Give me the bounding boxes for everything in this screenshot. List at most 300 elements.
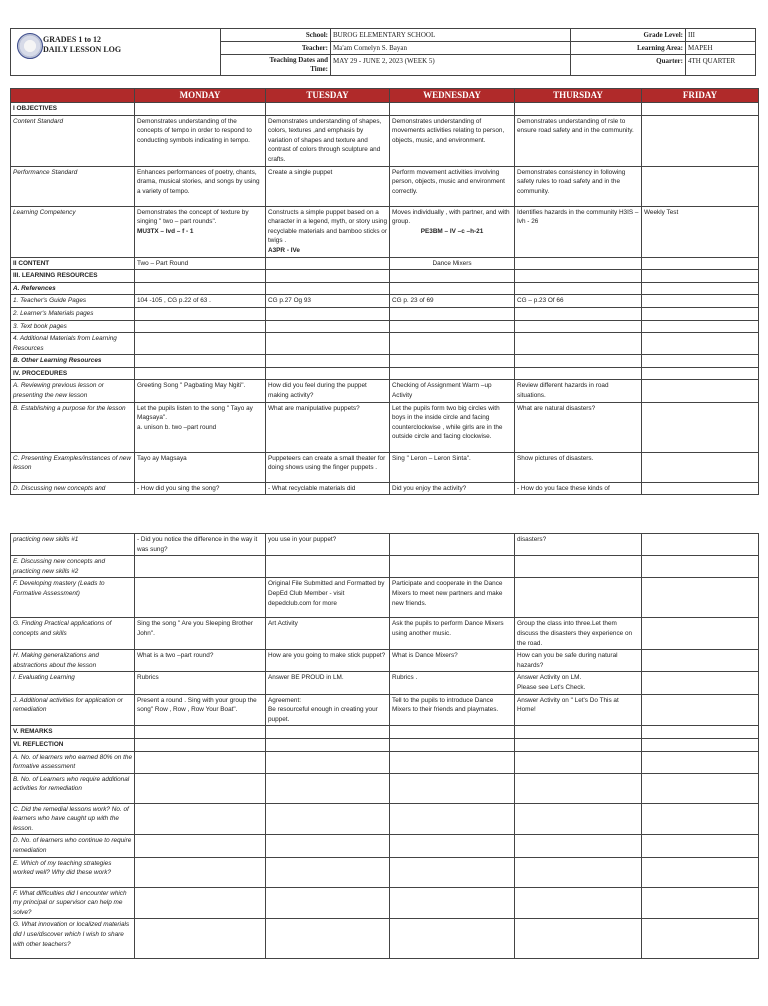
row-label: 1. Teacher's Guide Pages xyxy=(11,295,135,308)
row-label: II CONTENT xyxy=(11,257,135,270)
day-cell xyxy=(390,835,515,857)
day-cell xyxy=(390,751,515,773)
day-cell xyxy=(266,320,390,333)
day-cell xyxy=(135,166,266,206)
cell-text: Show pictures of disasters. xyxy=(517,454,594,462)
day-cell xyxy=(515,307,642,320)
day-cell xyxy=(515,355,642,368)
day-cell xyxy=(266,919,390,959)
cell-text: Moves individually , with partner, and with group. xyxy=(392,208,510,226)
day-cell xyxy=(515,295,642,308)
table-row xyxy=(11,726,759,739)
learning-area-label: Learning Area: xyxy=(571,42,686,55)
day-cell xyxy=(642,773,759,803)
day-cell xyxy=(135,738,266,751)
competency-code: PE3BM – IV –c –h-21 xyxy=(420,227,484,235)
day-cell xyxy=(266,257,390,270)
day-cell xyxy=(390,919,515,959)
cell-text: disasters? xyxy=(517,536,547,543)
day-cell xyxy=(390,166,515,206)
cell-text: 104 -105 , CG p.22 of 63 . xyxy=(137,297,211,305)
day-cell xyxy=(515,857,642,887)
day-cell xyxy=(642,402,759,452)
teacher-value: Ma'am Cornelyn S. Bayan xyxy=(331,42,571,55)
day-cell xyxy=(135,402,266,452)
lesson-log-header xyxy=(10,28,755,76)
day-cell xyxy=(390,257,515,270)
day-cell xyxy=(390,402,515,452)
day-cell xyxy=(390,320,515,333)
day-cell xyxy=(642,307,759,320)
table-row xyxy=(11,270,759,283)
day-cell xyxy=(642,618,759,650)
cell-text: Tell to the pupils to introduce Dance Mixers to their friends and playmates. xyxy=(392,696,499,714)
day-cell xyxy=(642,803,759,835)
day-cell xyxy=(642,367,759,380)
cell-text: Original File Submitted and Formatted by DepEd Club Member - visit depedclub.com for more xyxy=(268,580,385,607)
day-cell xyxy=(515,115,642,166)
day-cell xyxy=(390,115,515,166)
row-label: 4. Additional Materials from Learning Resources xyxy=(11,333,135,355)
day-cell xyxy=(390,482,515,495)
day-cell xyxy=(515,282,642,295)
day-cell xyxy=(390,282,515,295)
day-cell xyxy=(135,887,266,919)
row-label: C. Did the remedial lessons work? No. of learners who have caught up with the lesson. xyxy=(11,803,135,835)
day-cell xyxy=(515,773,642,803)
cell-text: Art Activity xyxy=(268,620,298,628)
day-cell xyxy=(266,380,390,402)
cell-text: What is a two –part round? xyxy=(137,652,214,660)
table-row xyxy=(11,482,759,495)
quarter-value: 4TH QUARTER xyxy=(686,55,756,76)
day-cell xyxy=(642,672,759,694)
table-row xyxy=(11,166,759,206)
day-cell xyxy=(135,206,266,257)
cell-text: Perform movement activities involving person, objects, music and environment correctly. xyxy=(392,168,505,195)
cell-text: CG p.27 Og 93 xyxy=(268,297,311,305)
day-cell xyxy=(390,452,515,482)
day-cell xyxy=(515,534,642,556)
day-cell xyxy=(642,166,759,206)
day-cell xyxy=(135,367,266,380)
cell-text: How can you be safe during natural hazards? xyxy=(517,652,618,669)
day-cell xyxy=(135,618,266,650)
day-cell xyxy=(515,803,642,835)
day-cell xyxy=(515,452,642,482)
cell-text: Demonstrates understanding of rsle to ensure road safety and in the community. xyxy=(517,117,634,135)
day-cell xyxy=(266,534,390,556)
day-cell xyxy=(642,835,759,857)
cell-text: Two – Part Round xyxy=(137,259,189,267)
day-cell xyxy=(266,166,390,206)
day-cell xyxy=(515,835,642,857)
table-row xyxy=(11,452,759,482)
day-cell xyxy=(642,738,759,751)
cell-text: What is Dance Mixers? xyxy=(392,652,458,660)
day-cell xyxy=(642,694,759,726)
table-row xyxy=(11,650,759,672)
competency-code: MU3TX – Ivd – f - 1 xyxy=(137,227,194,235)
day-cell xyxy=(266,751,390,773)
cell-text: Let the pupils listen to the song " Tayo ay Magsaya". a. unison b. two –part round xyxy=(137,404,253,431)
row-label: B. No. of Learners who require additional activities for remediation xyxy=(11,773,135,803)
day-cell xyxy=(266,887,390,919)
day-cell xyxy=(135,355,266,368)
table-row xyxy=(11,333,759,355)
day-header-monday: MONDAY xyxy=(135,89,266,103)
cell-text: Tayo ay Magsaya xyxy=(137,454,187,462)
day-header-wednesday: WEDNESDAY xyxy=(390,89,515,103)
day-cell xyxy=(135,482,266,495)
day-cell xyxy=(515,650,642,672)
row-label: D. No. of learners who continue to require remediation xyxy=(11,835,135,857)
cell-text: Sing " Leron – Leron Sinta". xyxy=(392,454,471,462)
day-cell xyxy=(515,320,642,333)
day-cell xyxy=(642,650,759,672)
day-cell xyxy=(515,751,642,773)
day-cell xyxy=(135,556,266,578)
day-cell xyxy=(135,257,266,270)
day-cell xyxy=(390,803,515,835)
day-cell xyxy=(642,206,759,257)
day-cell xyxy=(515,333,642,355)
day-cell xyxy=(642,534,759,556)
day-cell xyxy=(642,578,759,618)
day-cell xyxy=(266,282,390,295)
row-label: B. Other Learning Resources xyxy=(11,355,135,368)
day-cell xyxy=(642,482,759,495)
day-cell xyxy=(390,887,515,919)
day-cell xyxy=(135,726,266,739)
day-cell xyxy=(390,726,515,739)
day-cell xyxy=(266,650,390,672)
table-row xyxy=(11,738,759,751)
day-cell xyxy=(515,103,642,116)
form-title-line1: GRADES 1 to 12 xyxy=(43,35,102,44)
table-row xyxy=(11,380,759,402)
lesson-table-page2 xyxy=(10,533,759,959)
cell-text: - What recyclable materials did xyxy=(268,484,356,492)
row-label: Learning Competency xyxy=(11,206,135,257)
row-label: C. Presenting Examples/instances of new lesson xyxy=(11,452,135,482)
day-cell xyxy=(515,206,642,257)
day-cell xyxy=(266,402,390,452)
day-cell xyxy=(266,103,390,116)
day-cell xyxy=(390,333,515,355)
day-cell xyxy=(642,751,759,773)
day-cell xyxy=(266,452,390,482)
day-cell xyxy=(642,452,759,482)
day-cell xyxy=(135,115,266,166)
table-row xyxy=(11,835,759,857)
day-cell xyxy=(642,295,759,308)
day-cell xyxy=(390,295,515,308)
teaching-dates-label-line1: Teaching Dates and xyxy=(269,56,328,64)
day-cell xyxy=(642,103,759,116)
day-cell xyxy=(135,307,266,320)
day-cell xyxy=(642,257,759,270)
day-cell xyxy=(266,556,390,578)
row-label: I OBJECTIVES xyxy=(11,103,135,116)
day-cell xyxy=(642,857,759,887)
day-cell xyxy=(135,282,266,295)
table-row xyxy=(11,556,759,578)
cell-text: Create a single puppet xyxy=(268,168,333,176)
row-label: A. Reviewing previous lesson or presenting the new lesson xyxy=(11,380,135,402)
row-label: G. What innovation or localized materials did I use/discover which I wish to share with other teachers? xyxy=(11,919,135,959)
day-cell xyxy=(642,919,759,959)
cell-text: Did you enjoy the activity? xyxy=(392,484,467,492)
day-cell xyxy=(515,738,642,751)
table-row xyxy=(11,618,759,650)
day-header-blank xyxy=(11,89,135,103)
table-row xyxy=(11,355,759,368)
day-cell xyxy=(642,726,759,739)
day-cell xyxy=(390,556,515,578)
day-cell xyxy=(390,694,515,726)
cell-text: Answer Activity on LM. Please see Let's Check. xyxy=(517,674,586,691)
cell-text: What are natural disasters? xyxy=(517,404,596,412)
table-row xyxy=(11,103,759,116)
row-label: III. LEARNING RESOURCES xyxy=(11,270,135,283)
cell-text: CG – p.23 Of 66 xyxy=(517,297,564,305)
row-label: I. Evaluating Learning xyxy=(11,672,135,694)
row-label: J. Additional activities for application or remediation xyxy=(11,694,135,726)
day-cell xyxy=(515,380,642,402)
day-cell xyxy=(390,650,515,672)
row-label: A. References xyxy=(11,282,135,295)
day-cell xyxy=(642,333,759,355)
day-cell xyxy=(390,534,515,556)
cell-text: you use in your puppet? xyxy=(268,536,337,543)
day-cell xyxy=(390,206,515,257)
row-label: Performance Standard xyxy=(11,166,135,206)
cell-text: - How do you face these kinds of xyxy=(517,484,610,492)
day-cell xyxy=(266,857,390,887)
day-cell xyxy=(515,556,642,578)
table-row xyxy=(11,919,759,959)
cell-text: Demonstrates understanding of the concepts of tempo in order to respond to conducting symbols indicating in tempo. xyxy=(137,117,252,144)
logo-title-cell xyxy=(11,29,221,76)
row-label: V. REMARKS xyxy=(11,726,135,739)
day-cell xyxy=(390,270,515,283)
cell-text: CG p. 23 of 69 xyxy=(392,297,434,305)
day-cell xyxy=(642,115,759,166)
day-cell xyxy=(642,320,759,333)
day-cell xyxy=(266,355,390,368)
day-cell xyxy=(266,333,390,355)
day-cell xyxy=(515,257,642,270)
table-row xyxy=(11,887,759,919)
day-cell xyxy=(390,380,515,402)
cell-text: - Did you notice the difference in the way it was sung? xyxy=(137,536,258,553)
day-cell xyxy=(515,578,642,618)
day-cell xyxy=(642,282,759,295)
competency-code: A3PR - IVe xyxy=(268,246,300,254)
day-cell xyxy=(266,618,390,650)
table-row xyxy=(11,402,759,452)
day-cell xyxy=(390,672,515,694)
day-cell xyxy=(135,835,266,857)
quarter-label: Quarter: xyxy=(571,55,686,76)
table-row xyxy=(11,803,759,835)
row-label: D. Discussing new concepts and xyxy=(11,482,135,495)
row-label: F. Developing mastery (Leads to Formative Assessment) xyxy=(11,578,135,618)
row-label: G. Finding Practical applications of concepts and skills xyxy=(11,618,135,650)
day-cell xyxy=(390,618,515,650)
row-label: 2. Learner's Materials pages xyxy=(11,307,135,320)
day-cell xyxy=(390,578,515,618)
cell-text: Participate and cooperate in the Dance Mixers to meet new partners and make new friends. xyxy=(392,580,503,607)
cell-text: Demonstrates consistency in following safety rules to road safety and in the community. xyxy=(517,168,626,195)
cell-text: Sing the song " Are you Sleeping Brother John". xyxy=(137,620,253,637)
grade-level-value: III xyxy=(686,29,756,42)
day-cell xyxy=(515,482,642,495)
cell-text: Let the pupils form two big circles with boys in the inside circle and facing counterclockwise , while girls are in the outside circle and facing clockwise. xyxy=(392,404,503,441)
cell-text: Demonstrates the concept of texture by singing " two – part rounds". xyxy=(137,208,249,226)
day-cell xyxy=(642,270,759,283)
day-header-friday: FRIDAY xyxy=(642,89,759,103)
school-value: BUROG ELEMENTARY SCHOOL xyxy=(331,29,571,42)
day-header-thursday: THURSDAY xyxy=(515,89,642,103)
table-row xyxy=(11,320,759,333)
cell-text: Answer Activity on " Let's Do This at Home! xyxy=(517,696,619,714)
day-cell xyxy=(390,738,515,751)
day-cell xyxy=(135,103,266,116)
day-cell xyxy=(642,556,759,578)
day-cell xyxy=(266,482,390,495)
table-row xyxy=(11,282,759,295)
row-label: E. Discussing new concepts and practicing new skills #2 xyxy=(11,556,135,578)
table-row xyxy=(11,307,759,320)
row-label: VI. REFLECTION xyxy=(11,738,135,751)
table-row xyxy=(11,578,759,618)
day-cell xyxy=(515,919,642,959)
day-cell xyxy=(135,380,266,402)
row-label: 3. Text book pages xyxy=(11,320,135,333)
day-cell xyxy=(390,355,515,368)
cell-text: Demonstrates understanding of shapes, colors, textures ,and emphasis by variation of shapes and texture and contrast of colors through sculpture and crafts. xyxy=(268,117,382,163)
day-cell xyxy=(642,887,759,919)
day-cell xyxy=(266,367,390,380)
school-label: School: xyxy=(221,29,331,42)
table-row xyxy=(11,751,759,773)
day-cell xyxy=(266,835,390,857)
day-cell xyxy=(135,270,266,283)
grade-level-label: Grade Level: xyxy=(571,29,686,42)
cell-text: Ask the pupils to perform Dance Mixers using another music. xyxy=(392,620,504,637)
row-label: practicing new skills #1 xyxy=(11,534,135,556)
day-cell xyxy=(135,672,266,694)
day-cell xyxy=(266,295,390,308)
cell-text: How did you feel during the puppet making activity? xyxy=(268,382,367,400)
cell-text: Rubrics . xyxy=(392,674,418,682)
cell-text: What are manipulative puppets? xyxy=(268,404,360,412)
row-label: F. What difficulties did I encounter which my principal or supervisor can help me solve? xyxy=(11,887,135,919)
day-cell xyxy=(266,773,390,803)
day-cell xyxy=(266,578,390,618)
day-header-tuesday: TUESDAY xyxy=(266,89,390,103)
day-cell xyxy=(515,402,642,452)
teaching-dates-value: MAY 29 - JUNE 2, 2023 (WEEK 5) xyxy=(331,55,571,76)
day-cell xyxy=(266,803,390,835)
day-cell xyxy=(515,367,642,380)
day-cell xyxy=(266,115,390,166)
cell-text: Review different hazards in road situations. xyxy=(517,382,609,400)
day-cell xyxy=(135,452,266,482)
day-cell xyxy=(515,887,642,919)
cell-text: Present a round . Sing with your group the song" Row , Row , Row Your Boat". xyxy=(137,696,257,714)
row-label: B. Establishing a purpose for the lesson xyxy=(11,402,135,452)
deped-seal-icon xyxy=(17,33,43,59)
cell-text: Enhances performances of poetry, chants, drama, musical stories, and songs by using a variety of tempo. xyxy=(137,168,260,195)
table-row xyxy=(11,115,759,166)
day-cell xyxy=(266,307,390,320)
day-cell xyxy=(515,166,642,206)
day-cell xyxy=(515,270,642,283)
cell-text: Agreement: Be resourceful enough in creating your puppet. xyxy=(268,696,378,723)
day-cell xyxy=(135,773,266,803)
table-row xyxy=(11,857,759,887)
table-row xyxy=(11,672,759,694)
cell-text: Checking of Assignment Warm –up Activity xyxy=(392,382,492,400)
learning-area-value: MAPEH xyxy=(686,42,756,55)
table-row xyxy=(11,773,759,803)
row-label: Content Standard xyxy=(11,115,135,166)
table-row xyxy=(11,295,759,308)
day-cell xyxy=(135,751,266,773)
day-cell xyxy=(135,650,266,672)
cell-text: Weekly Test xyxy=(644,208,679,216)
day-cell xyxy=(266,672,390,694)
day-cell xyxy=(515,618,642,650)
teacher-label: Teacher: xyxy=(221,42,331,55)
cell-text: Puppeteers can create a small theater for doing shows using the finger puppets . xyxy=(268,454,386,472)
day-cell xyxy=(266,206,390,257)
day-cell xyxy=(390,307,515,320)
table-row xyxy=(11,534,759,556)
table-row xyxy=(11,694,759,726)
table-row xyxy=(11,206,759,257)
day-cell xyxy=(515,726,642,739)
day-cell xyxy=(642,355,759,368)
day-cell xyxy=(135,857,266,887)
cell-text: How are you going to make stick puppet? xyxy=(268,652,386,660)
cell-text: Group the class into three.Let them discuss the disasters they experience on the road. xyxy=(517,620,633,647)
row-label: H. Making generalizations and abstractions about the lesson xyxy=(11,650,135,672)
row-label: A. No. of learners who earned 80% on the formative assessment xyxy=(11,751,135,773)
form-title-line2: DAILY LESSON LOG xyxy=(43,45,122,54)
cell-text: Identifies hazards in the community H3IS – Ivh - 26 xyxy=(517,208,639,226)
cell-text: Demonstrates understanding of movements activities relating to person, objects, music, and environment. xyxy=(392,117,505,144)
day-cell xyxy=(135,534,266,556)
day-cell xyxy=(266,738,390,751)
day-cell xyxy=(266,270,390,283)
table-row xyxy=(11,257,759,270)
day-cell xyxy=(390,103,515,116)
day-cell xyxy=(266,726,390,739)
day-cell xyxy=(390,367,515,380)
row-label: IV. PROCEDURES xyxy=(11,367,135,380)
day-cell xyxy=(390,857,515,887)
day-cell xyxy=(515,694,642,726)
teaching-dates-label xyxy=(221,55,331,76)
day-cell xyxy=(135,694,266,726)
day-cell xyxy=(515,672,642,694)
cell-text: Constructs a simple puppet based on a character in a legend, myth, or story using recyclable materials and bamboo sticks or twigs . xyxy=(268,208,387,245)
cell-text: Dance Mixers xyxy=(432,259,472,267)
